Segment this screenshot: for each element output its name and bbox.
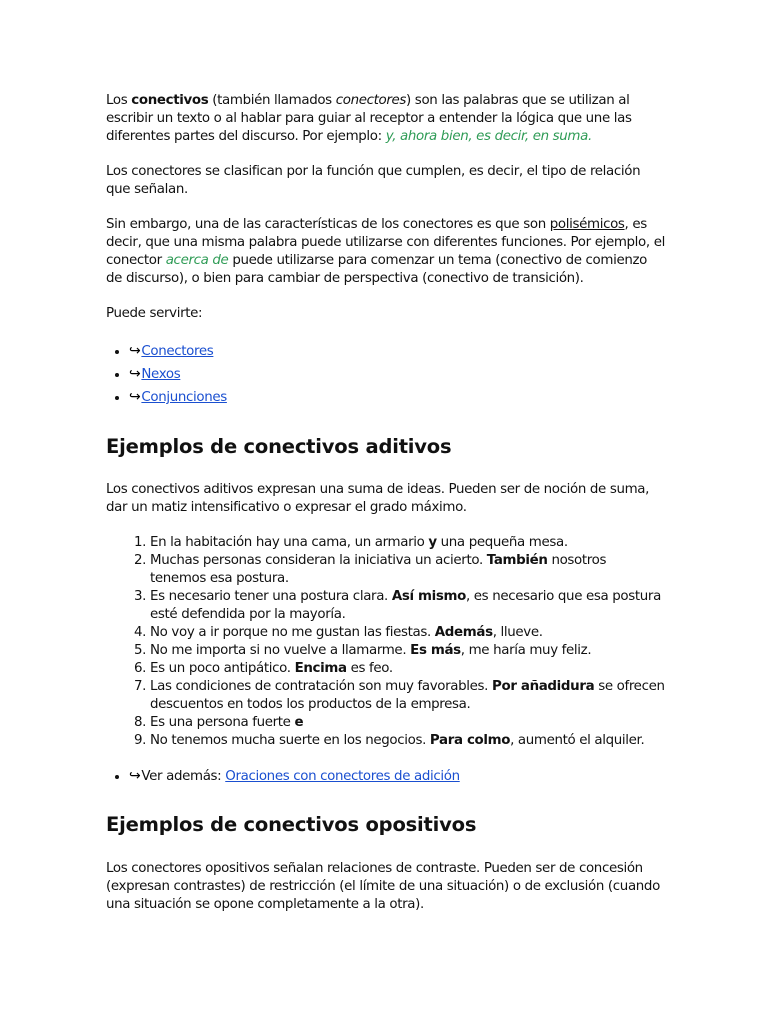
curved-arrow-icon: ↪ (129, 768, 141, 784)
intro-paragraph-2: Los conectores se clasifican por la función que cumplen, es decir, el tipo de relación que señalan. (106, 164, 641, 197)
heading-aditivos (106, 435, 666, 458)
connector: e (294, 715, 304, 730)
intro-paragraph-3 (106, 216, 666, 288)
text: Sin embargo, una de las características de los conectores es que son (106, 217, 550, 232)
heading-text: Ejemplos de conectivos opositivos (106, 813, 477, 836)
opositivos-intro: Los conectores opositivos señalan relaciones de contraste. Pueden ser de concesión (expresan contrastes) de restricción (el límite de una situación) o de exclusión (cuando una situación se opone completamente a la otra). (106, 861, 660, 912)
text: se ofrecen descuentos en todos los productos de la empresa. (150, 679, 665, 712)
text: En la habitación hay una cama, un armario (150, 535, 429, 550)
link-oraciones-adicion[interactable]: Oraciones con conectores de adición (225, 769, 460, 784)
aditivos-intro: Los conectivos aditivos expresan una suma de ideas. Pueden ser de noción de suma, dar un matiz intensificativo o expresar el grado máximo. (106, 482, 650, 515)
text: Los (106, 93, 132, 108)
curved-arrow-icon: ↪ (129, 343, 141, 359)
connector: y (428, 535, 437, 550)
see-also-label: Ver además: (141, 769, 226, 784)
text: No voy a ir porque no me gustan las fiestas. (150, 625, 435, 640)
text: Muchas personas consideran la iniciativa un acierto. (150, 553, 487, 568)
text: una pequeña mesa. (436, 535, 568, 550)
list-item (150, 660, 666, 678)
connector: Así mismo (391, 589, 466, 604)
list-item (150, 642, 666, 660)
list-item (150, 732, 666, 750)
term-polisemicos: polisémicos (549, 217, 625, 232)
list-item (129, 340, 666, 363)
intro-paragraph-1 (106, 92, 666, 146)
heading-opositivos (106, 813, 666, 836)
aditivos-examples-list (106, 534, 666, 750)
list-item (129, 386, 666, 409)
text: puede utilizarse para comenzar un tema (conectivo de comienzo de discurso), o bien para cambiar de perspectiva (conectivo de transición). (106, 253, 648, 286)
text: , me haría muy feliz. (460, 643, 592, 658)
list-item (129, 767, 666, 786)
curved-arrow-icon: ↪ (129, 389, 141, 405)
term-conectivos: conectivos (131, 93, 209, 108)
text: es feo. (346, 661, 393, 676)
list-item (150, 624, 666, 642)
related-links-list (106, 340, 666, 409)
text: , es decir, que una misma palabra puede utilizarse con diferentes funciones. Por ejemplo, el conector (106, 217, 665, 268)
text: No tenemos mucha suerte en los negocios. (150, 733, 430, 748)
example-acerca-de: acerca de (165, 253, 229, 268)
connector: Es más (410, 643, 461, 658)
connector: También (486, 553, 548, 568)
text: ) son las palabras que se utilizan al escribir un texto o al hablar para guiar al receptor a entender la lógica que une las diferentes partes del discurso. Por ejemplo: (106, 93, 632, 144)
term-conectores: conectores (335, 93, 407, 108)
see-also-list (106, 767, 666, 786)
text: (también llamados (208, 93, 336, 108)
text: nosotros tenemos esa postura. (150, 553, 607, 586)
list-item (150, 678, 666, 714)
list-item (150, 552, 666, 588)
text: Es una persona fuerte (150, 715, 295, 730)
list-item (150, 714, 666, 732)
text: Es necesario tener una postura clara. (150, 589, 392, 604)
text: , aumentó el alquiler. (510, 733, 645, 748)
curved-arrow-icon: ↪ (129, 366, 141, 382)
connector: Para colmo (429, 733, 511, 748)
article-body (106, 92, 666, 914)
text: Las condiciones de contratación son muy favorables. (150, 679, 492, 694)
link-nexos[interactable]: Nexos (141, 367, 181, 382)
connector: Por añadidura (492, 679, 595, 694)
text: Es un poco antipático. (150, 661, 295, 676)
list-item (150, 588, 666, 624)
connector: Encima (294, 661, 347, 676)
intro-paragraph-4: Puede servirte: (106, 306, 203, 321)
list-item (150, 534, 666, 552)
text: No me importa si no vuelve a llamarme. (150, 643, 411, 658)
text: , llueve. (492, 625, 543, 640)
connector: Además (434, 625, 493, 640)
link-conjunciones[interactable]: Conjunciones (141, 390, 227, 405)
example-words: y, ahora bien, es decir, en suma. (385, 129, 592, 144)
link-conectores[interactable]: Conectores (141, 344, 214, 359)
list-item (129, 363, 666, 386)
heading-text: Ejemplos de conectivos aditivos (106, 435, 452, 458)
text: , es necesario que esa postura esté defendida por la mayoría. (150, 589, 661, 622)
